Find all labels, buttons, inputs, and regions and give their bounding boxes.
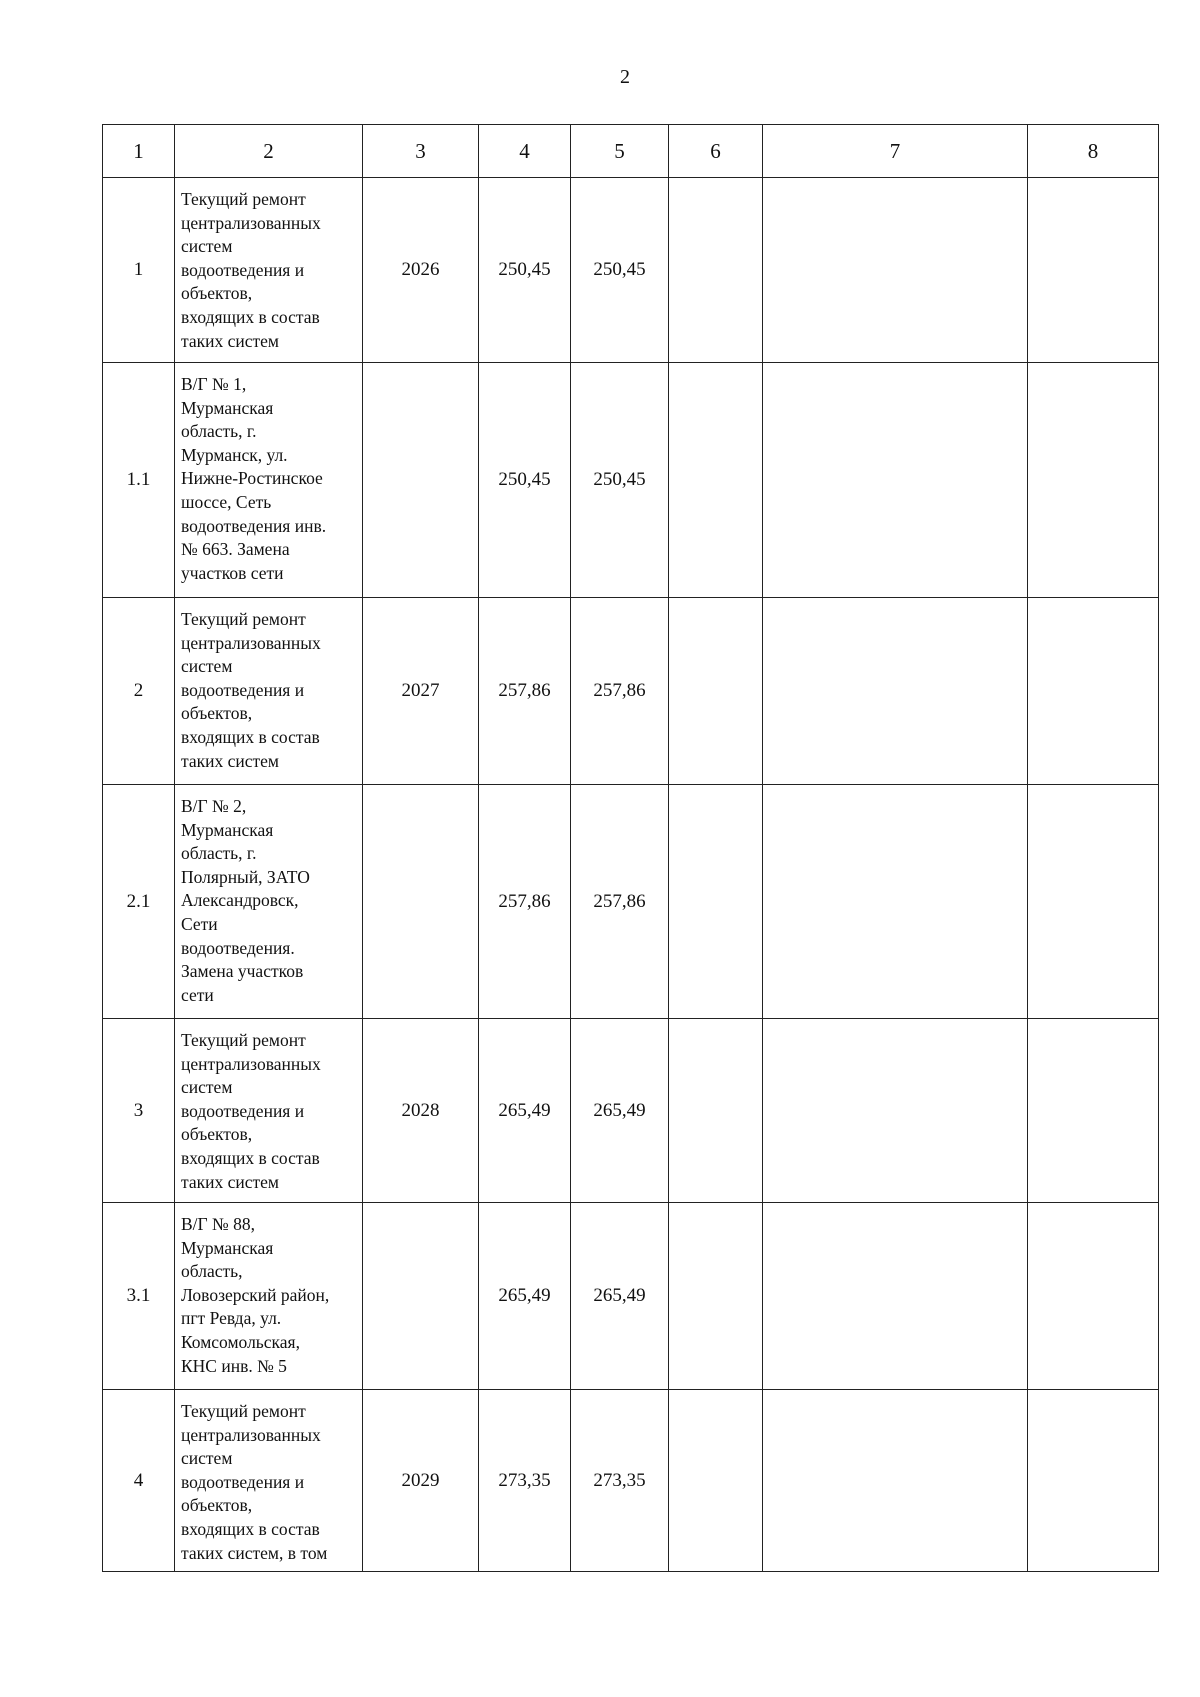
value-cell-8 xyxy=(1028,1203,1159,1390)
table-row xyxy=(103,178,1159,363)
value-cell-4: 250,45 xyxy=(479,178,571,363)
row-number: 2 xyxy=(103,598,175,785)
year-cell: 2027 xyxy=(363,598,479,785)
value-cell-8 xyxy=(1028,178,1159,363)
value-cell-6 xyxy=(669,1019,763,1203)
year-cell: 2026 xyxy=(363,178,479,363)
table-row xyxy=(103,363,1159,598)
year-cell: 2029 xyxy=(363,1390,479,1572)
row-number: 3 xyxy=(103,1019,175,1203)
column-header-8: 8 xyxy=(1028,125,1159,178)
value-cell-6 xyxy=(669,1390,763,1572)
column-header-2: 2 xyxy=(175,125,363,178)
value-cell-4: 265,49 xyxy=(479,1019,571,1203)
value-cell-4: 257,86 xyxy=(479,785,571,1019)
value-cell-7 xyxy=(763,598,1028,785)
table-row xyxy=(103,1019,1159,1203)
page-number: 2 xyxy=(620,66,630,88)
value-cell-5: 257,86 xyxy=(571,785,669,1019)
value-cell-4: 265,49 xyxy=(479,1203,571,1390)
row-number: 1.1 xyxy=(103,363,175,598)
table-row xyxy=(103,785,1159,1019)
value-cell-5: 265,49 xyxy=(571,1019,669,1203)
work-description: Текущий ремонт централизованных систем водоотведения и объектов, входящих в состав таких систем xyxy=(175,178,363,363)
value-cell-6 xyxy=(669,598,763,785)
value-cell-5: 273,35 xyxy=(571,1390,669,1572)
work-description: В/Г № 2, Мурманская область, г. Полярный, ЗАТО Александровск, Сети водоотведения. Замена участков сети xyxy=(175,785,363,1019)
value-cell-7 xyxy=(763,363,1028,598)
value-cell-5: 257,86 xyxy=(571,598,669,785)
work-description: Текущий ремонт централизованных систем водоотведения и объектов, входящих в состав таких систем xyxy=(175,598,363,785)
value-cell-4: 273,35 xyxy=(479,1390,571,1572)
work-description: Текущий ремонт централизованных систем водоотведения и объектов, входящих в состав таких систем xyxy=(175,1019,363,1203)
value-cell-4: 257,86 xyxy=(479,598,571,785)
column-header-1: 1 xyxy=(103,125,175,178)
column-header-5: 5 xyxy=(571,125,669,178)
row-number: 4 xyxy=(103,1390,175,1572)
value-cell-8 xyxy=(1028,363,1159,598)
value-cell-5: 265,49 xyxy=(571,1203,669,1390)
value-cell-7 xyxy=(763,178,1028,363)
value-cell-7 xyxy=(763,1203,1028,1390)
year-cell: 2028 xyxy=(363,1019,479,1203)
column-header-7: 7 xyxy=(763,125,1028,178)
row-number: 1 xyxy=(103,178,175,363)
work-description: В/Г № 88, Мурманская область, Ловозерский район, пгт Ревда, ул. Комсомольская, КНС инв. № 5 xyxy=(175,1203,363,1390)
value-cell-6 xyxy=(669,785,763,1019)
value-cell-4: 250,45 xyxy=(479,363,571,598)
value-cell-8 xyxy=(1028,1019,1159,1203)
value-cell-7 xyxy=(763,785,1028,1019)
table-row xyxy=(103,1203,1159,1390)
value-cell-8 xyxy=(1028,598,1159,785)
year-cell xyxy=(363,1203,479,1390)
table-row xyxy=(103,598,1159,785)
value-cell-5: 250,45 xyxy=(571,363,669,598)
value-cell-6 xyxy=(669,1203,763,1390)
row-number: 3.1 xyxy=(103,1203,175,1390)
work-description: В/Г № 1, Мурманская область, г. Мурманск, ул. Нижне-Ростинское шоссе, Сеть водоотведения инв. № 663. Замена участков сети xyxy=(175,363,363,598)
column-header-3: 3 xyxy=(363,125,479,178)
table-row xyxy=(103,1390,1159,1572)
table-header-row xyxy=(103,125,1159,178)
year-cell xyxy=(363,785,479,1019)
column-header-6: 6 xyxy=(669,125,763,178)
value-cell-6 xyxy=(669,363,763,598)
value-cell-6 xyxy=(669,178,763,363)
value-cell-8 xyxy=(1028,1390,1159,1572)
value-cell-5: 250,45 xyxy=(571,178,669,363)
works-table xyxy=(102,124,1159,1572)
value-cell-8 xyxy=(1028,785,1159,1019)
column-header-4: 4 xyxy=(479,125,571,178)
row-number: 2.1 xyxy=(103,785,175,1019)
year-cell xyxy=(363,363,479,598)
value-cell-7 xyxy=(763,1019,1028,1203)
work-description: Текущий ремонт централизованных систем водоотведения и объектов, входящих в состав таких систем, в том xyxy=(175,1390,363,1572)
value-cell-7 xyxy=(763,1390,1028,1572)
